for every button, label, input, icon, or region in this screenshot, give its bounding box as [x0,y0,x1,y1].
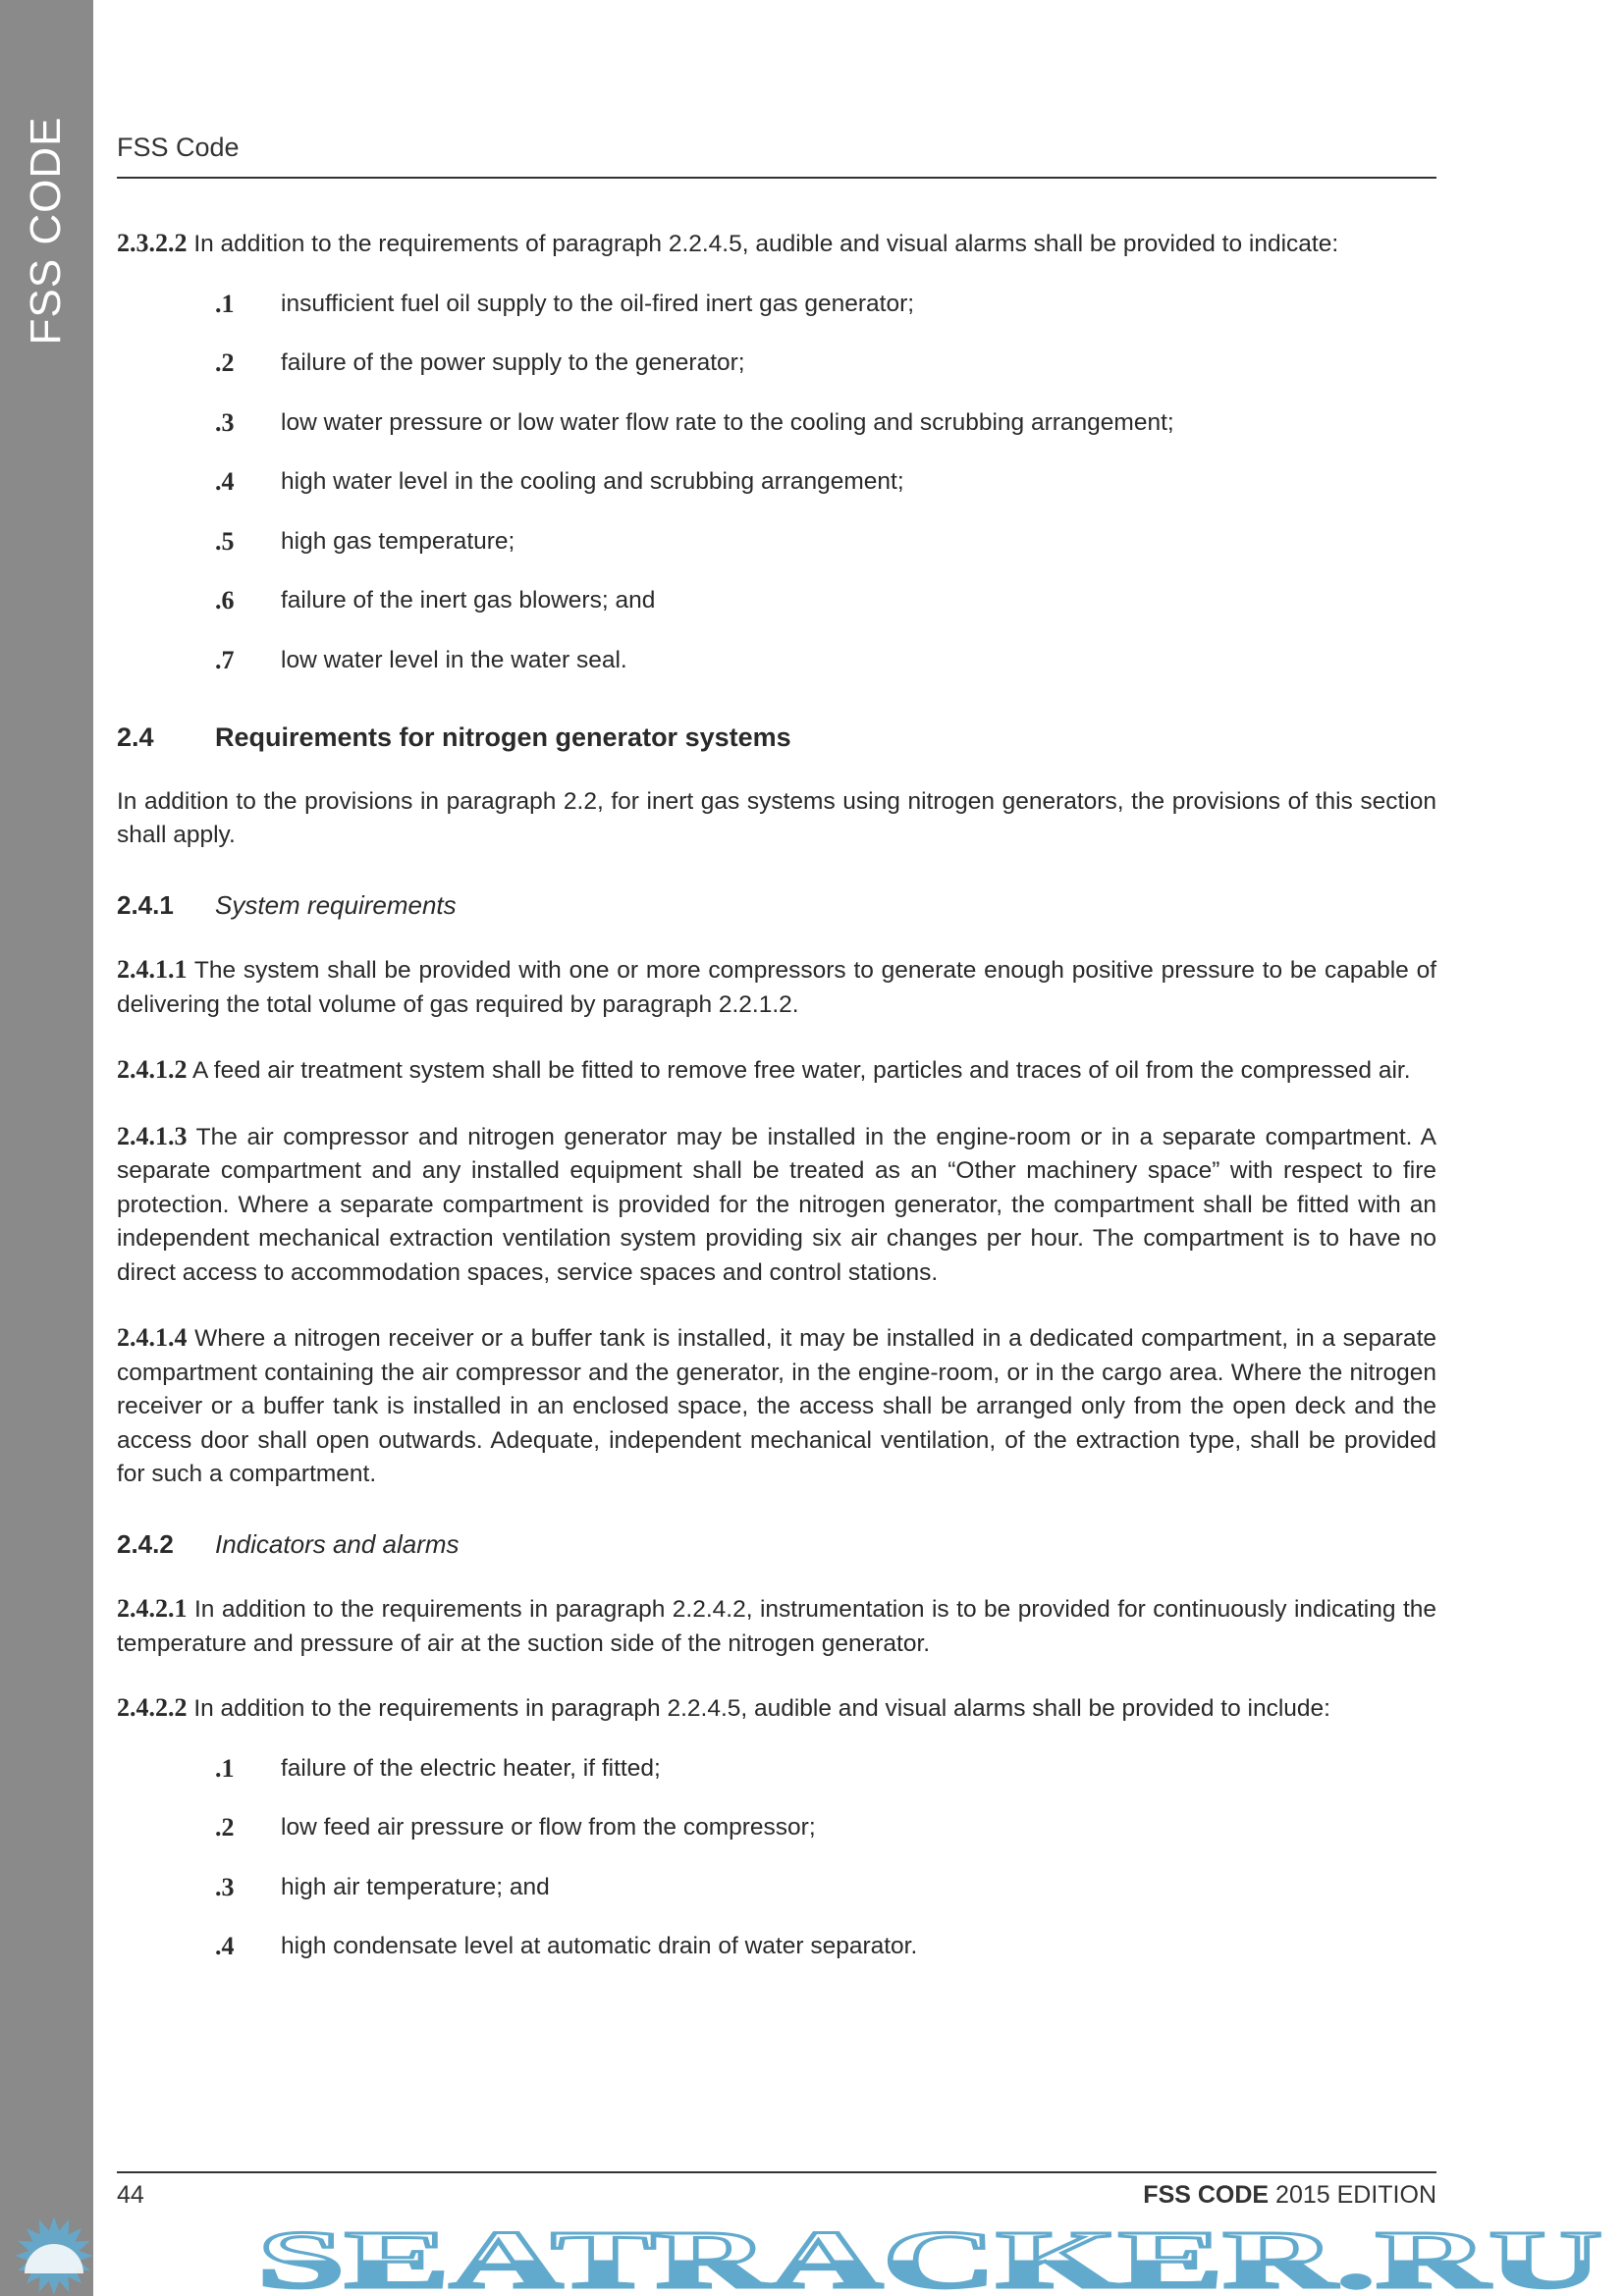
subsection-number: 2.4.2 [117,1528,174,1559]
header-rule [117,177,1436,179]
item-text: insufficient fuel oil supply to the oil-fired inert gas generator; [281,290,915,317]
list-item [117,465,1436,500]
list-item [117,1871,1436,1905]
paragraph-text: In addition to the requirements of paragraph 2.2.4.5, audible and visual alarms shall be provided to indicate: [193,231,1339,257]
item-text: high water level in the cooling and scrubbing arrangement; [281,468,904,495]
paragraph-2-3-2-2 [117,227,1436,262]
page-body [117,227,1436,1964]
section-intro: In addition to the provisions in paragraph 2.2, for inert gas systems using nitrogen generators, the provisions of this section shall apply. [117,787,1436,848]
item-text: high air temperature; and [281,1873,550,1900]
edition-year: 2015 EDITION [1275,2181,1436,2209]
list-item [117,644,1436,678]
paragraph-text: The system shall be provided with one or more compressors to generate enough positive pressure to be capable of delivering the total volume of gas required by paragraph 2.2.1.2. [117,957,1436,1018]
paragraph-text: In addition to the requirements in paragraph 2.2.4.2, instrumentation is to be provided for continuously indicating the temperature and pressure of air at the suction side of the nitrogen generator. [117,1596,1437,1657]
list-item [117,584,1436,618]
page-number: 44 [117,2181,144,2209]
watermark [0,2215,1624,2296]
item-number: .5 [215,526,235,556]
list-item [117,406,1436,441]
paragraph-number: 2.4.2.1 [117,1594,188,1623]
item-number: .2 [215,348,235,377]
subsection-heading-2-4-1 [117,888,1436,923]
paragraph-2-4-2-1 [117,1592,1436,1661]
item-number: .1 [215,289,235,318]
sidebar-title: FSS CODE [22,116,70,346]
item-number: .6 [215,586,235,614]
section-title: Requirements for nitrogen generator systems [215,722,791,752]
paragraph-text: In addition to the requirements in paragraph 2.2.4.5, audible and visual alarms shall be provided to include: [193,1695,1330,1722]
paragraph-number: 2.4.1.1 [117,955,188,984]
edition-code: FSS CODE [1143,2181,1270,2209]
paragraph-2-4-1-4 [117,1321,1436,1492]
item-number: .3 [215,407,235,437]
list-item [117,525,1436,560]
paragraph-number: 2.3.2.2 [117,229,188,257]
subsection-number: 2.4.1 [117,889,174,920]
paragraph-text: Where a nitrogen receiver or a buffer tank is installed, it may be installed in a dedicated compartment, in a separate compartment containing the air compressor and the generator, in the engine-room, or in the cargo area. Where the nitrogen receiver or a buffer tank is installed in an enclosed space, the access shall be arranged only from the open deck and the access door shall open outwards. Adequate, independent mechanical ventilation, of the extraction type, shall be provided for such a compartment. [117,1325,1436,1487]
paragraph-number: 2.4.1.3 [117,1121,188,1150]
item-number: .7 [215,645,235,674]
paragraph-number: 2.4.1.2 [117,1055,188,1084]
edition-label [1143,2181,1436,2210]
paragraph-text: A feed air treatment system shall be fitted to remove free water, particles and traces of oil from the compressed air. [191,1057,1411,1084]
running-header: FSS Code [117,133,240,162]
list-item [117,1752,1436,1787]
item-text: high gas temperature; [281,527,515,555]
paragraph-2-4-1-1 [117,953,1436,1022]
list-item [117,288,1436,322]
watermark-text: SEATRACKER.RU [257,2215,1602,2296]
paragraph-2-4-2-2 [117,1691,1436,1727]
item-text: failure of the electric heater, if fitted; [281,1754,661,1782]
section-number: 2.4 [117,722,154,752]
list-item [117,1930,1436,1964]
section-heading-2-4 [117,721,1436,755]
item-text: failure of the power supply to the generator; [281,349,745,376]
item-text: low water level in the water seal. [281,646,627,673]
paragraph-text: The air compressor and nitrogen generator may be installed in the engine-room or in a separate compartment. A separate compartment and any installed equipment shall be treated as an “Other machinery space” with respect to fire protection. Where a separate compartment is provided for the nitrogen generator, the compartment shall be fitted with an independent mechanical extraction ventilation system providing six air changes per hour. The compartment is to have no direct access to accommodation spaces, service spaces and control stations. [117,1123,1437,1286]
list-item [117,1811,1436,1845]
sidebar [0,0,93,2296]
paragraph-number: 2.4.2.2 [117,1693,188,1722]
list-item [117,347,1436,381]
starburst-logo-icon [15,2216,93,2295]
paragraph-2-4-1-2 [117,1053,1436,1089]
paragraph-2-4-1-3 [117,1120,1436,1291]
item-number: .4 [215,1932,235,1960]
item-number: .4 [215,467,235,496]
item-number: .1 [215,1753,235,1783]
item-number: .3 [215,1872,235,1901]
item-text: low water pressure or low water flow rate to the cooling and scrubbing arrangement; [281,408,1174,436]
item-text: low feed air pressure or flow from the compressor; [281,1814,816,1841]
alarm-list-1 [117,288,1436,678]
item-number: .2 [215,1813,235,1842]
subsection-heading-2-4-2 [117,1527,1436,1562]
paragraph-number: 2.4.1.4 [117,1323,188,1352]
subsection-title: System requirements [215,889,457,920]
subsection-title: Indicators and alarms [215,1528,460,1559]
item-text: failure of the inert gas blowers; and [281,587,656,614]
footer-rule [117,2171,1436,2173]
item-text: high condensate level at automatic drain of water separator. [281,1933,918,1959]
alarm-list-2 [117,1752,1436,1964]
